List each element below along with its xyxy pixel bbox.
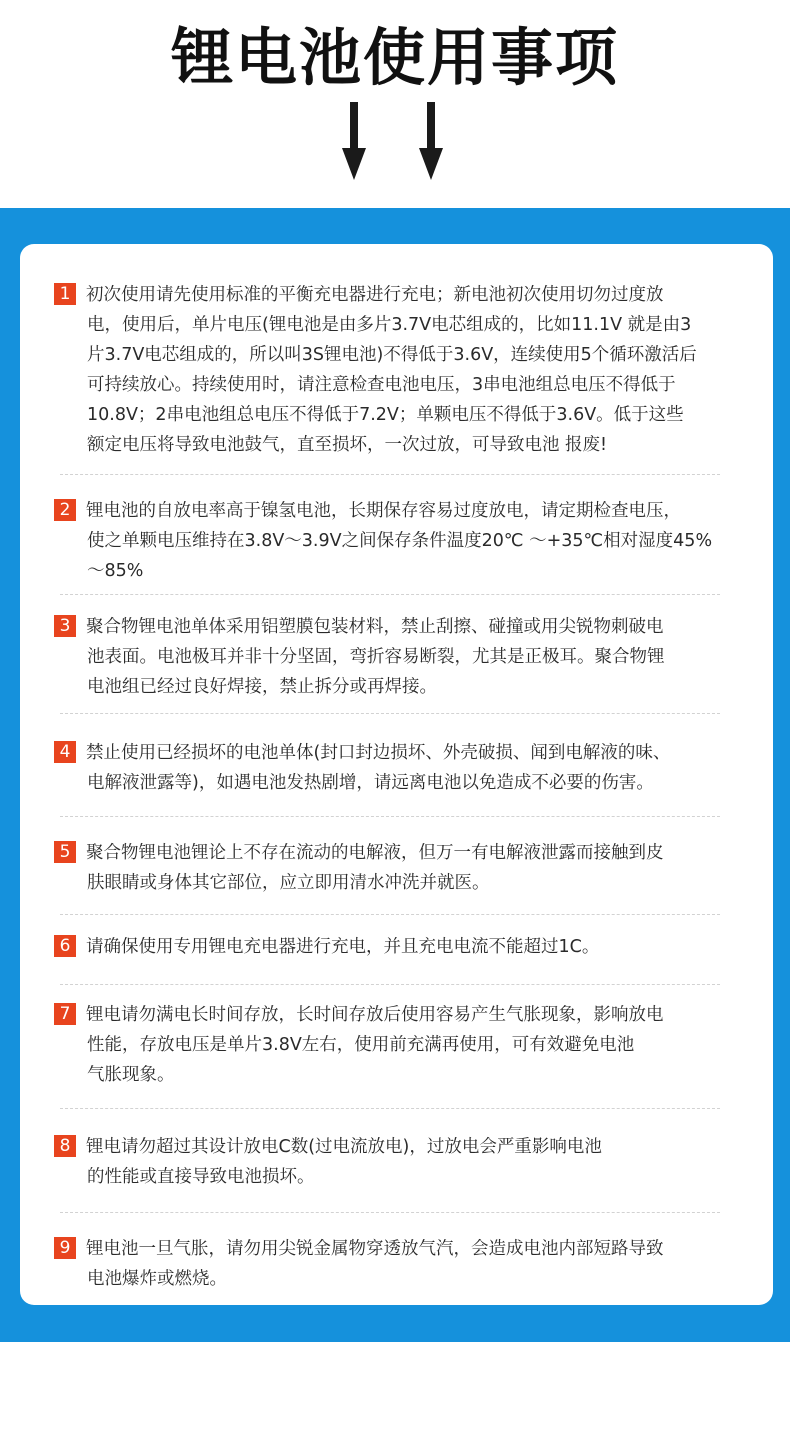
list-item <box>54 1000 734 1090</box>
dashed-divider <box>60 816 720 817</box>
item-number-badge: 2 <box>54 499 76 521</box>
dashed-divider <box>60 1108 720 1109</box>
dashed-divider <box>60 474 720 475</box>
item-number-badge: 1 <box>54 283 76 305</box>
item-text-line: 锂电池的自放电率高于镍氢电池，长期保存容易过度放电，请定期检查电压， <box>86 501 681 521</box>
item-text-line: 聚合物锂电池锂论上不存在流动的电解液，但万一有电解液泄露而接触到皮 <box>86 843 664 863</box>
dashed-divider <box>60 1212 720 1213</box>
item-text-line: 电池爆炸或燃烧。 <box>87 1269 227 1289</box>
item-text-line: 锂电请勿超过其设计放电C数(过电流放电)，过放电会严重影响电池 <box>86 1137 602 1157</box>
dashed-divider <box>60 984 720 985</box>
item-number-badge: 8 <box>54 1135 76 1157</box>
dashed-divider <box>60 594 720 595</box>
item-text-line: 额定电压将导致电池鼓气，直至损坏，一次过放，可导致电池 报废! <box>87 435 608 455</box>
list-item <box>54 280 734 460</box>
list-item <box>54 932 734 962</box>
item-text-line: 池表面。电池极耳并非十分坚固，弯折容易断裂，尤其是正极耳。聚合物锂 <box>87 647 665 667</box>
item-text-line: 可持续放心。持续使用时，请注意检查电池电压，3串电池组总电压不得低于 <box>87 375 676 395</box>
list-item <box>54 1234 734 1294</box>
item-text-line: 禁止使用已经损坏的电池单体(封口封边损坏、外壳破损、闻到电解液的味、 <box>86 743 671 763</box>
item-number-badge: 9 <box>54 1237 76 1259</box>
item-text-line: 气胀现象。 <box>87 1065 175 1085</box>
item-text-line: 电，使用后，单片电压(锂电池是由多片3.7V电芯组成的，比如11.1V 就是由3 <box>87 315 692 335</box>
list-item <box>54 612 734 702</box>
item-text-line: 聚合物锂电池单体采用铝塑膜包装材料，禁止刮擦、碰撞或用尖锐物刺破电 <box>86 617 664 637</box>
item-text-line: 请确保使用专用锂电充电器进行充电，并且充电电流不能超过1C。 <box>86 937 600 957</box>
item-text-line: 肤眼睛或身体其它部位，应立即用清水冲洗并就医。 <box>87 873 490 893</box>
item-text-line: 初次使用请先使用标准的平衡充电器进行充电；新电池初次使用切勿过度放 <box>86 285 664 305</box>
list-item <box>54 838 734 898</box>
item-text-line: 锂电请勿满电长时间存放，长时间存放后使用容易产生气胀现象，影响放电 <box>86 1005 664 1025</box>
dashed-divider <box>60 713 720 714</box>
item-text-line: 片3.7V电芯组成的，所以叫3S锂电池)不得低于3.6V，连续使用5个循环激活后 <box>87 345 697 365</box>
item-number-badge: 6 <box>54 935 76 957</box>
down-arrow-icon <box>342 102 366 180</box>
item-number-badge: 7 <box>54 1003 76 1025</box>
down-arrow-icon <box>419 102 443 180</box>
item-text-line: 的性能或直接导致电池损坏。 <box>87 1167 315 1187</box>
list-item <box>54 496 734 586</box>
item-number-badge: 4 <box>54 741 76 763</box>
item-text-line: ～85% <box>87 561 144 581</box>
page-title: 锂电池使用事项 <box>170 21 619 94</box>
item-number-badge: 3 <box>54 615 76 637</box>
item-text-line: 电池组已经过良好焊接，禁止拆分或再焊接。 <box>87 677 437 697</box>
item-text-line: 电解液泄露等)，如遇电池发热剧增，请远离电池以免造成不必要的伤害。 <box>87 773 654 793</box>
item-number-badge: 5 <box>54 841 76 863</box>
item-text-line: 性能，存放电压是单片3.8V左右，使用前充满再使用，可有效避免电池 <box>87 1035 635 1055</box>
item-text-line: 锂电池一旦气胀，请勿用尖锐金属物穿透放气汽，会造成电池内部短路导致 <box>86 1239 664 1259</box>
notice-card <box>20 244 773 1305</box>
dashed-divider <box>60 914 720 915</box>
list-item <box>54 738 734 798</box>
item-text-line: 10.8V；2串电池组总电压不得低于7.2V；单颗电压不得低于3.6V。低于这些 <box>87 405 684 425</box>
item-text-line: 使之单颗电压维持在3.8V～3.9V之间保存条件温度20℃ ～+35℃相对湿度45% <box>87 531 713 551</box>
list-item <box>54 1132 734 1192</box>
